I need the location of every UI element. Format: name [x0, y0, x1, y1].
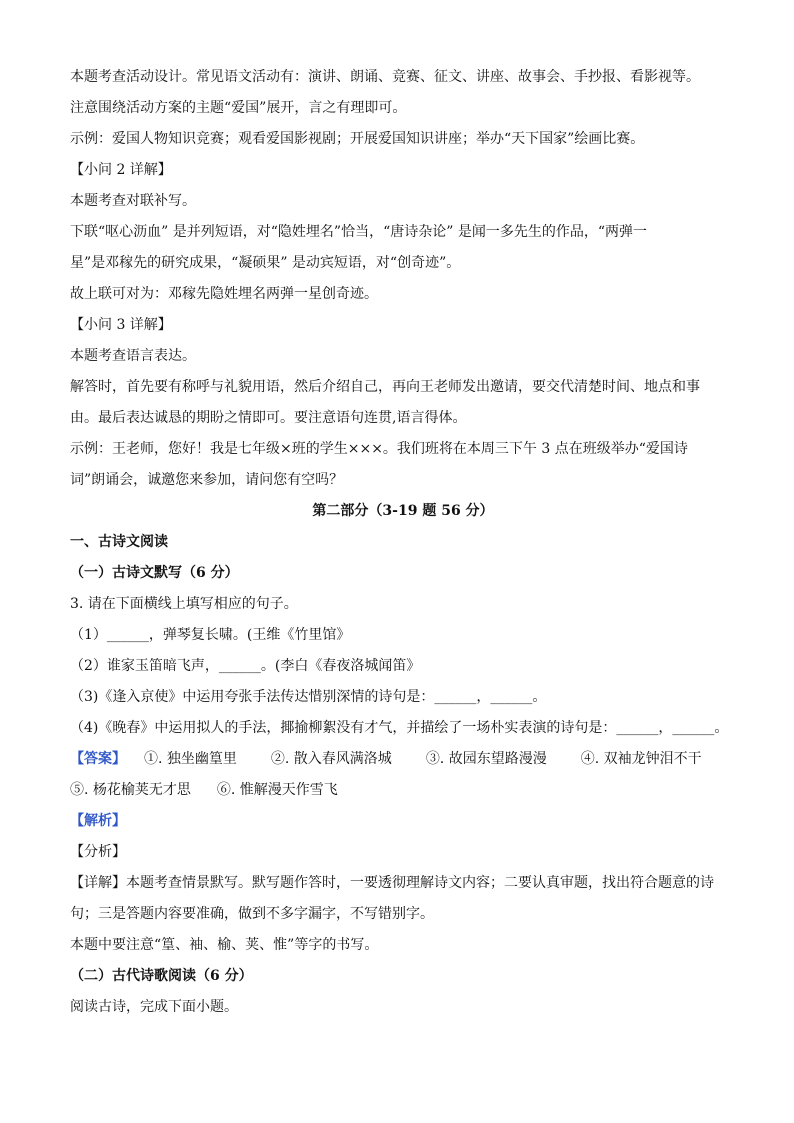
subquestion-heading: 【小问 2 详解】: [70, 162, 172, 178]
question-item: （3)《逢入京使》中运用夸张手法传达惜别深情的诗句是：______，______。: [70, 689, 547, 705]
answer-item: ②. 散入春风满洛城: [270, 751, 392, 767]
analysis-label: 【分析】: [70, 844, 126, 860]
text-line: 词”朗诵会，诚邀您来参加，请问您有空吗？: [70, 472, 344, 488]
answer-item: ⑤. 杨花榆荚无才思: [70, 782, 191, 798]
answer-item: ③. 故园东望路漫漫: [425, 751, 547, 767]
answer-item: ①. 独坐幽篁里: [144, 751, 237, 767]
detail-line: 本题中要注意“篁、袖、榆、荚、惟”等字的书写。: [70, 937, 379, 953]
text-line: 注意围绕活动方案的主题“爱国”展开，言之有理即可。: [70, 100, 407, 116]
text-line: 由。最后表达诚恳的期盼之情即可。要注意语句连贯,语言得体。: [70, 410, 467, 426]
text-line: 星”是邓稼先的研究成果，“凝硕果” 是动宾短语，对“创奇迹”。: [70, 255, 461, 271]
question-item: （2）谁家玉笛暗飞声，______。(李白《春夜洛城闻笛》: [70, 658, 421, 674]
answer-row: [70, 744, 736, 775]
section-heading: 一、古诗文阅读: [70, 534, 168, 550]
text-line: 下联“呕心沥血” 是并列短语，对“隐姓埋名”恰当，“唐诗杂论” 是闻一多先生的作品，“两弹一: [70, 224, 647, 240]
question-stem: 3. 请在下面横线上填写相应的句子。: [70, 596, 298, 612]
text-line: 故上联可对为：邓稼先隐姓埋名两弹一星创奇迹。: [70, 286, 378, 302]
text-line: 本题考查对联补写。: [70, 193, 196, 209]
question-item: （1）______，弹琴复长啸。(王维《竹里馆》: [70, 627, 351, 643]
detail-line: 句；三是答题内容要准确，做到不多字漏字，不写错别字。: [70, 906, 434, 922]
detail-line: 【详解】本题考查情景默写。默写题作答时，一要透彻理解诗文内容；二要认真审题，找出符合题意的诗: [70, 875, 714, 891]
text-line: 本题考查语言表达。: [70, 348, 196, 364]
text-line: 解答时，首先要有称呼与礼貌用语，然后介绍自己，再向王老师发出邀请，要交代清楚时间、地点和事: [70, 379, 700, 395]
analysis-tag: 【解析】: [70, 813, 126, 829]
answer-tag: 【答案】: [70, 751, 126, 767]
question-item: （4)《晚春》中运用拟人的手法，揶揄柳絮没有才气，并描绘了一场朴实表演的诗句是：______，______。: [70, 720, 729, 736]
answer-row: [70, 775, 736, 806]
subquestion-heading: 【小问 3 详解】: [70, 317, 172, 333]
text-line: 阅读古诗，完成下面小题。: [70, 999, 238, 1015]
text-line: 本题考查活动设计。常见语文活动有：演讲、朗诵、竞赛、征文、讲座、故事会、手抄报、看影视等。: [70, 69, 700, 85]
subsection-heading: （一）古诗文默写（6 分）: [70, 565, 239, 581]
subsection-heading: （二）古代诗歌阅读（6 分）: [70, 968, 253, 984]
answer-item: ⑥. 惟解漫天作雪飞: [216, 782, 338, 798]
answer-item: ④. 双袖龙钟泪不干: [580, 751, 702, 767]
text-line: 示例：王老师，您好！我是七年级×班的学生×××。我们班将在本周三下午 3 点在班级举办“爱国诗: [70, 441, 688, 457]
part-heading: 第二部分（3-19 题 56 分）: [312, 503, 494, 519]
text-line: 示例：爱国人物知识竞赛；观看爱国影视剧；开展爱国知识讲座；举办“天下国家”绘画比赛。: [70, 131, 645, 147]
